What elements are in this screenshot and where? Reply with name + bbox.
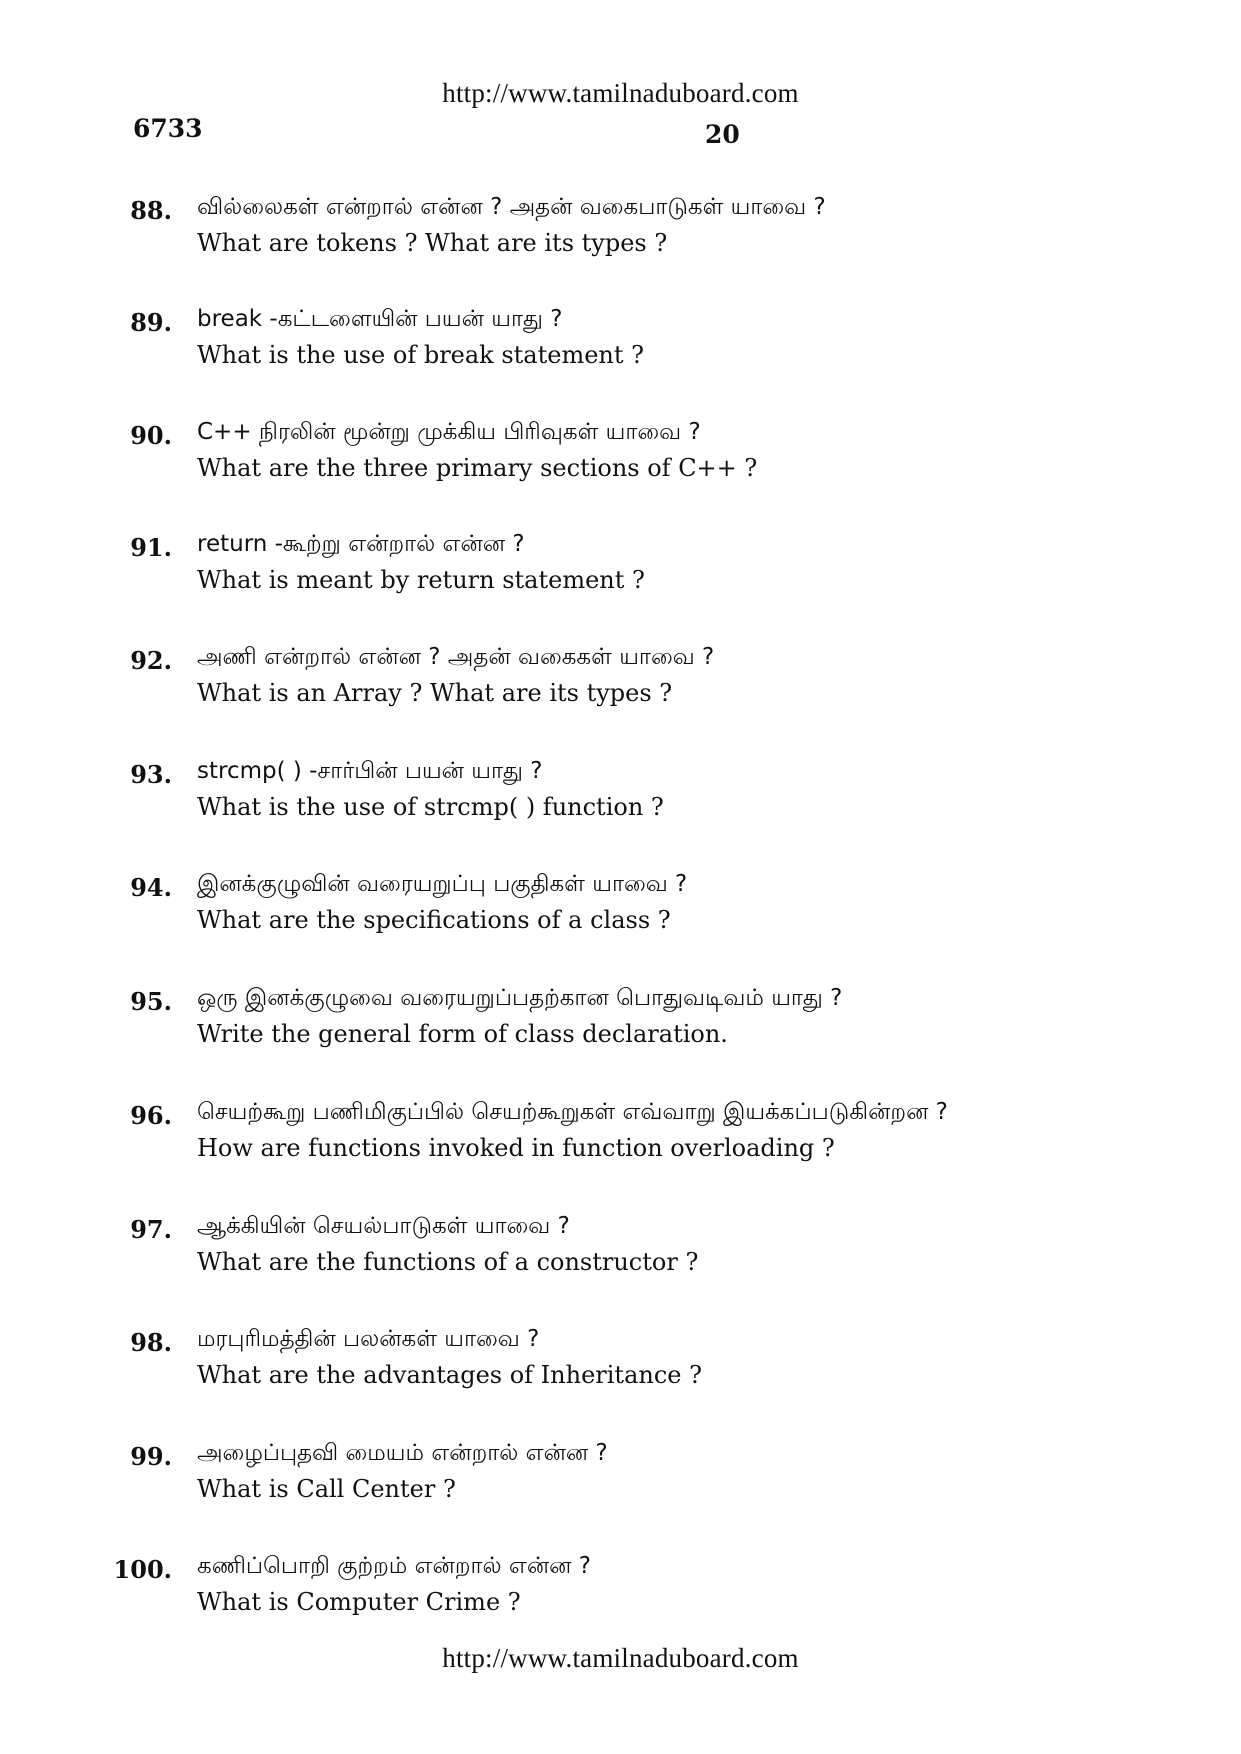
question-english: What is the use of strcmp( ) function ? bbox=[197, 793, 664, 821]
question-number: 93. bbox=[130, 760, 172, 789]
question-92 bbox=[0, 644, 1241, 728]
question-93 bbox=[0, 758, 1241, 842]
question-89 bbox=[0, 306, 1241, 390]
question-number: 96. bbox=[130, 1101, 172, 1130]
question-number: 97. bbox=[130, 1215, 172, 1244]
question-88 bbox=[0, 194, 1241, 278]
question-tamil: வில்லைகள் என்றால் என்ன ? அதன் வகைபாடுகள் யாவை ? bbox=[197, 194, 826, 220]
question-tamil: ஆக்கியின் செயல்பாடுகள் யாவை ? bbox=[197, 1213, 570, 1239]
question-tamil: அணி என்றால் என்ன ? அதன் வகைகள் யாவை ? bbox=[197, 644, 715, 670]
question-english: What is the use of break statement ? bbox=[197, 341, 645, 369]
question-tamil: strcmp( ) -சார்பின் பயன் யாது ? bbox=[197, 758, 543, 784]
question-94 bbox=[0, 871, 1241, 955]
question-tamil: இனக்குழுவின் வரையறுப்பு பகுதிகள் யாவை ? bbox=[197, 871, 688, 897]
page-number: 20 bbox=[705, 120, 740, 149]
question-english: What are the specifications of a class ? bbox=[197, 906, 671, 934]
question-97 bbox=[0, 1213, 1241, 1297]
question-tamil: செயற்கூறு பணிமிகுப்பில் செயற்கூறுகள் எவ்வாறு இயக்கப்படுகின்றன ? bbox=[197, 1099, 948, 1125]
question-number: 99. bbox=[130, 1442, 172, 1471]
question-95 bbox=[0, 985, 1241, 1069]
question-number: 88. bbox=[130, 196, 172, 225]
question-tamil: அழைப்புதவி மையம் என்றால் என்ன ? bbox=[197, 1440, 608, 1466]
question-number: 92. bbox=[130, 646, 172, 675]
question-tamil: மரபுரிமத்தின் பலன்கள் யாவை ? bbox=[197, 1326, 540, 1352]
question-english: Write the general form of class declaration. bbox=[197, 1020, 728, 1048]
header-url[interactable]: http://www.tamilnaduboard.com bbox=[442, 78, 799, 108]
question-english: How are functions invoked in function overloading ? bbox=[197, 1134, 835, 1162]
question-number: 95. bbox=[130, 987, 172, 1016]
question-english: What are the advantages of Inheritance ? bbox=[197, 1361, 702, 1389]
question-number: 98. bbox=[130, 1328, 172, 1357]
question-english: What is Computer Crime ? bbox=[197, 1588, 521, 1616]
question-number: 94. bbox=[130, 873, 172, 902]
question-100 bbox=[0, 1553, 1241, 1637]
question-tamil: ஒரு இனக்குழுவை வரையறுப்பதற்கான பொதுவடிவம் யாது ? bbox=[197, 985, 843, 1011]
question-english: What is an Array ? What are its types ? bbox=[197, 679, 673, 707]
question-tamil: return -கூற்று என்றால் என்ன ? bbox=[197, 531, 525, 557]
question-tamil: கணிப்பொறி குற்றம் என்றால் என்ன ? bbox=[197, 1553, 591, 1579]
question-number: 90. bbox=[130, 421, 172, 450]
question-english: What is Call Center ? bbox=[197, 1475, 456, 1503]
question-98 bbox=[0, 1326, 1241, 1410]
question-tamil: break -கட்டளையின் பயன் யாது ? bbox=[197, 306, 563, 332]
question-english: What are tokens ? What are its types ? bbox=[197, 229, 668, 257]
footer-url[interactable]: http://www.tamilnaduboard.com bbox=[442, 1643, 799, 1673]
question-number: 100. bbox=[113, 1555, 172, 1584]
question-96 bbox=[0, 1099, 1241, 1183]
question-90 bbox=[0, 419, 1241, 503]
paper-code: 6733 bbox=[133, 114, 203, 143]
question-99 bbox=[0, 1440, 1241, 1524]
question-english: What is meant by return statement ? bbox=[197, 566, 645, 594]
question-number: 91. bbox=[130, 533, 172, 562]
question-english: What are the functions of a constructor ? bbox=[197, 1248, 699, 1276]
question-number: 89. bbox=[130, 308, 172, 337]
question-english: What are the three primary sections of C++ ? bbox=[197, 454, 758, 482]
question-tamil: C++ நிரலின் மூன்று முக்கிய பிரிவுகள் யாவை ? bbox=[197, 419, 701, 445]
question-91 bbox=[0, 531, 1241, 615]
